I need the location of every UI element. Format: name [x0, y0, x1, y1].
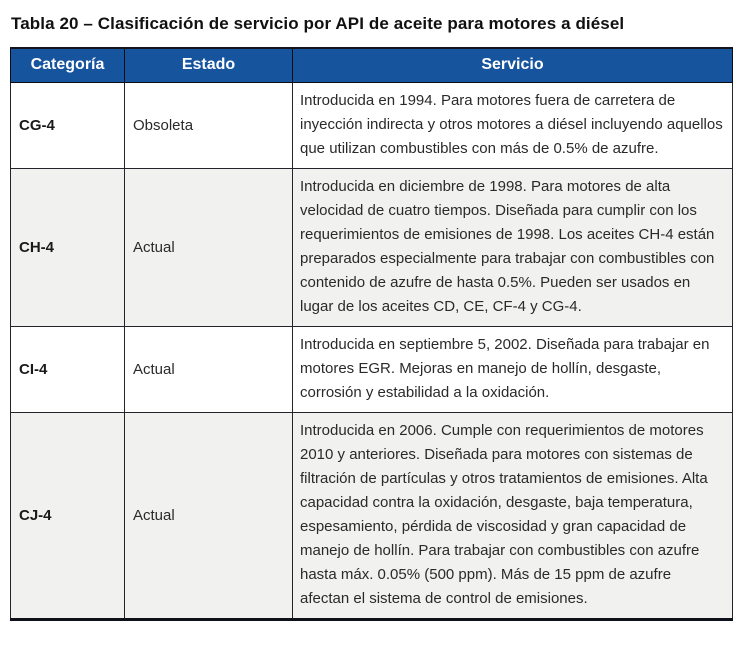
- table-row: [11, 169, 733, 327]
- estado-cell: Obsoleta: [125, 83, 293, 169]
- servicio-cell: Introducida en 2006. Cumple con requerimientos de motores 2010 y anteriores. Diseñada para motores con sistemas de filtración de partículas y otros tratamientos de emisiones. Alta capacidad contra la oxidación, desgaste, baja temperatura, espesamiento, pérdida de viscosidad y gran capacidad de manejo de hollín. Para trabajar con combustibles con azufre hasta máx. 0.05% (500 ppm). Más de 15 ppm de azufre afectan el sistema de control de emisiones.: [293, 413, 733, 620]
- estado-cell: Actual: [125, 169, 293, 327]
- estado-cell: Actual: [125, 413, 293, 620]
- header-row: [11, 48, 733, 83]
- table-body: [11, 83, 733, 620]
- table-caption: Tabla 20 – Clasificación de servicio por API de aceite para motores a diésel: [11, 14, 625, 33]
- column-header-categoria: Categoría: [11, 48, 125, 83]
- api-diesel-oil-table: [10, 47, 733, 621]
- categoria-cell: CI-4: [11, 327, 125, 413]
- column-header-servicio: Servicio: [293, 48, 733, 83]
- servicio-cell: Introducida en diciembre de 1998. Para motores de alta velocidad de cuatro tiempos. Diseñada para cumplir con los requerimientos de emisiones de 1998. Los aceites CH-4 están preparados especialmente para trabajar con combustibles con contenido de azufre de hasta 0.5%. Pueden ser usados en lugar de los aceites CD, CE, CF-4 y CG-4.: [293, 169, 733, 327]
- servicio-cell: Introducida en 1994. Para motores fuera de carretera de inyección indirecta y otros motores a diésel incluyendo aquellos que utilizan combustibles con más de 0.5% de azufre.: [293, 83, 733, 169]
- table-row: [11, 327, 733, 413]
- categoria-cell: CJ-4: [11, 413, 125, 620]
- column-header-estado: Estado: [125, 48, 293, 83]
- table-row: [11, 83, 733, 169]
- table-row: [11, 413, 733, 620]
- categoria-cell: CH-4: [11, 169, 125, 327]
- table-header: [11, 48, 733, 83]
- categoria-cell: CG-4: [11, 83, 125, 169]
- servicio-cell: Introducida en septiembre 5, 2002. Diseñada para trabajar en motores EGR. Mejoras en manejo de hollín, desgaste, corrosión y estabilidad a la oxidación.: [293, 327, 733, 413]
- estado-cell: Actual: [125, 327, 293, 413]
